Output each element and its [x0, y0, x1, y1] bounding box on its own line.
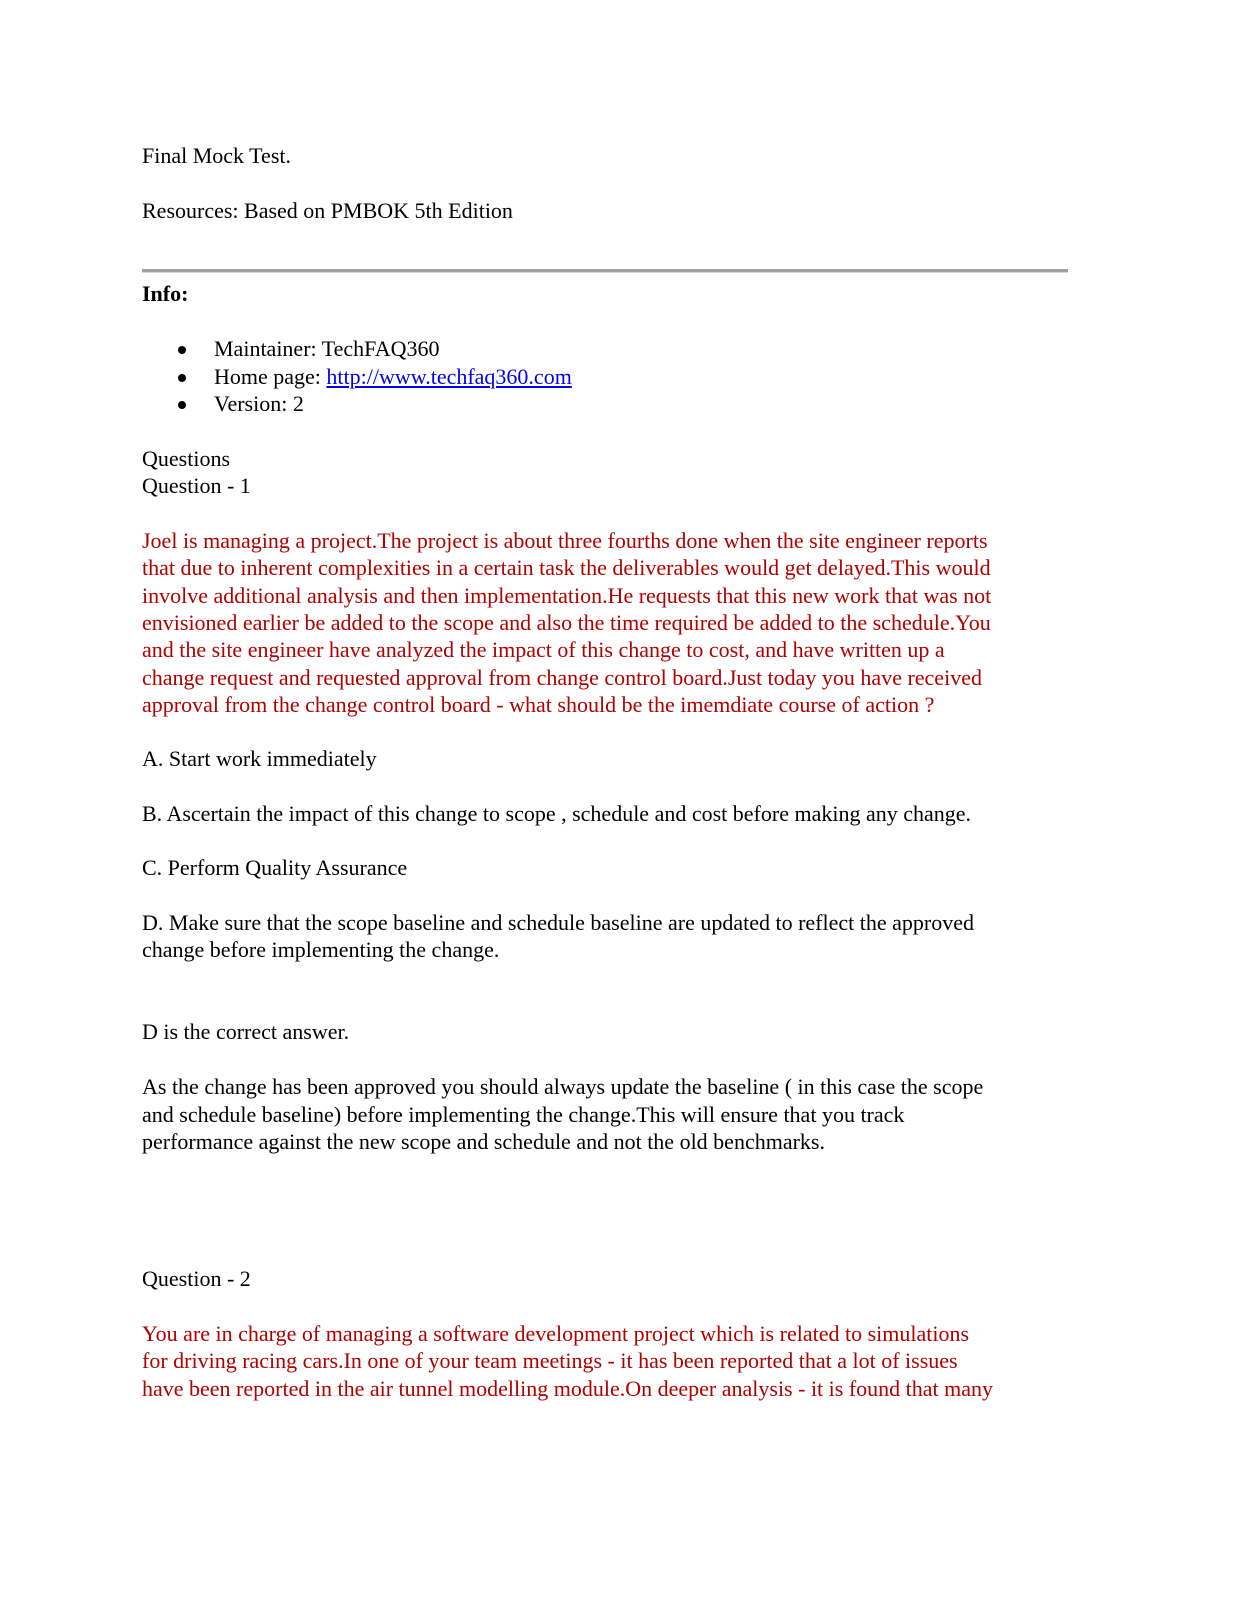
- document-title: Final Mock Test.: [142, 143, 291, 168]
- questions-heading: Questions: [142, 446, 230, 471]
- bullet-icon: [178, 374, 186, 382]
- question-1-text-line: that due to inherent complexities in a certain task the deliverables would get delayed.This would: [142, 555, 991, 580]
- question-1-text-line: approval from the change control board - what should be the imemdiate course of action ?: [142, 692, 935, 717]
- homepage-item: [214, 364, 572, 390]
- explanation-line: and schedule baseline) before implementing the change.This will ensure that you track: [142, 1102, 905, 1127]
- correct-answer: D is the correct answer.: [142, 1019, 350, 1044]
- homepage-link[interactable]: http://www.techfaq360.com: [326, 364, 572, 389]
- question-1-text-line: Joel is managing a project.The project is about three fourths done when the site engineer reports: [142, 528, 988, 553]
- question-2-label: Question - 2: [142, 1266, 251, 1291]
- version-item: Version: 2: [214, 391, 304, 416]
- maintainer-item: Maintainer: TechFAQ360: [214, 336, 440, 361]
- explanation-line: As the change has been approved you should always update the baseline ( in this case the scope: [142, 1074, 984, 1099]
- question-1-text-line: change request and requested approval from change control board.Just today you have received: [142, 665, 982, 690]
- question-1-text-line: and the site engineer have analyzed the impact of this change to cost, and have written up a: [142, 637, 945, 662]
- question-2-text-line: have been reported in the air tunnel modelling module.On deeper analysis - it is found that many: [142, 1376, 994, 1401]
- option-a: A. Start work immediately: [142, 746, 377, 771]
- horizontal-rule: [142, 269, 1068, 273]
- option-c: C. Perform Quality Assurance: [142, 855, 408, 880]
- info-heading-text: Info:: [142, 281, 189, 306]
- option-b: B. Ascertain the impact of this change to scope , schedule and cost before making any change.: [142, 801, 972, 826]
- question-1-text-line: involve additional analysis and then implementation.He requests that this new work that was not: [142, 583, 992, 608]
- option-d-line: D. Make sure that the scope baseline and schedule baseline are updated to reflect the approved: [142, 910, 974, 935]
- option-d-line: change before implementing the change.: [142, 937, 500, 962]
- bullet-icon: [178, 401, 186, 409]
- bullet-icon: [178, 346, 186, 354]
- question-1-text-line: envisioned earlier be added to the scope and also the time required be added to the schedule.You: [142, 610, 991, 635]
- resources-line: Resources: Based on PMBOK 5th Edition: [142, 198, 513, 223]
- homepage-label: Home page:: [214, 364, 327, 389]
- info-heading: [142, 281, 188, 307]
- explanation-line: performance against the new scope and schedule and not the old benchmarks.: [142, 1129, 825, 1154]
- question-1-label: Question - 1: [142, 473, 251, 498]
- question-2-text-line: for driving racing cars.In one of your team meetings - it has been reported that a lot of issues: [142, 1348, 958, 1373]
- question-2-text-line: You are in charge of managing a software development project which is related to simulations: [142, 1321, 970, 1346]
